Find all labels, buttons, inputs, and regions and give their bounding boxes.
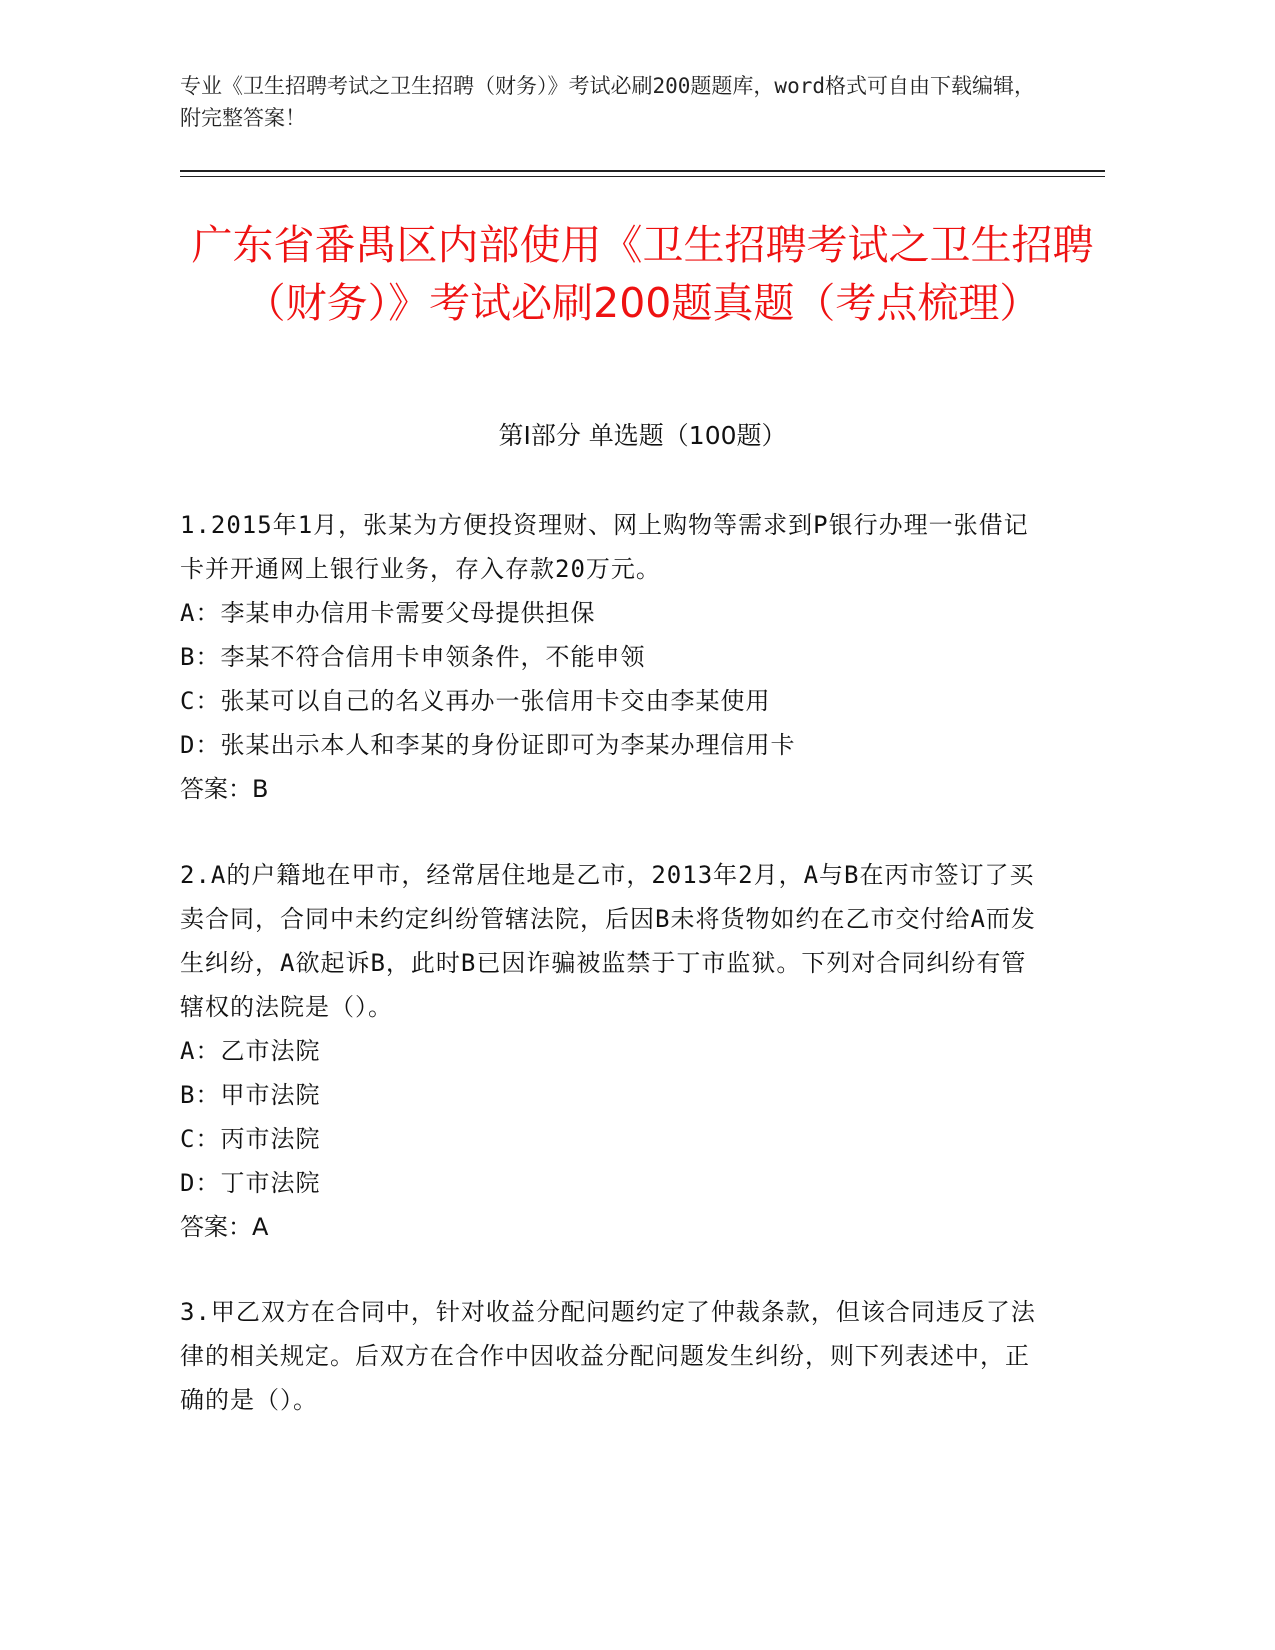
option-a: A：乙市法院 [180, 1037, 321, 1065]
question-2 [180, 853, 1040, 1249]
option-c: C：丙市法院 [180, 1125, 321, 1153]
option-b: B：甲市法院 [180, 1081, 321, 1109]
option-d: D：丁市法院 [180, 1169, 321, 1197]
question-3 [180, 1290, 1040, 1422]
question-stem: 1.2015年1月，张某为方便投资理财、网上购物等需求到P银行办理一张借记卡并开通网上银行业务，存入存款20万元。 [180, 511, 1029, 583]
option-d: D：张某出示本人和李某的身份证即可为李某办理信用卡 [180, 731, 796, 759]
document-title: 广东省番禺区内部使用《卫生招聘考试之卫生招聘（财务）》考试必刷200题真题（考点梳理） [191, 221, 1094, 327]
header-note: 专业《卫生招聘考试之卫生招聘（财务）》考试必刷200题题库，word格式可自由下载编辑，附完整答案！ [180, 74, 1035, 130]
question-stem: 3.甲乙双方在合同中，针对收益分配问题约定了仲裁条款，但该合同违反了法律的相关规定。后双方在合作中因收益分配问题发生纠纷，则下列表述中，正确的是（）。 [180, 1298, 1036, 1414]
answer: 答案：B [180, 775, 269, 803]
option-c: C：张某可以自己的名义再办一张信用卡交由李某使用 [180, 687, 771, 715]
option-b: B：李某不符合信用卡申领条件，不能申领 [180, 643, 646, 671]
section-title: 第Ⅰ部分 单选题（100题） [498, 421, 787, 450]
question-1 [180, 503, 1040, 811]
answer: 答案：A [180, 1213, 269, 1241]
header-divider-thick [180, 170, 1105, 172]
header-divider-thin [180, 176, 1105, 177]
option-a: A：李某申办信用卡需要父母提供担保 [180, 599, 596, 627]
question-stem: 2.A的户籍地在甲市，经常居住地是乙市，2013年2月，A与B在丙市签订了买卖合同，合同中未约定纠纷管辖法院，后因B未将货物如约在乙市交付给A而发生纠纷，A欲起诉B，此时B已因诈骗被监禁于丁市监狱。下列对合同纠纷有管辖权的法院是（）。 [180, 861, 1036, 1021]
